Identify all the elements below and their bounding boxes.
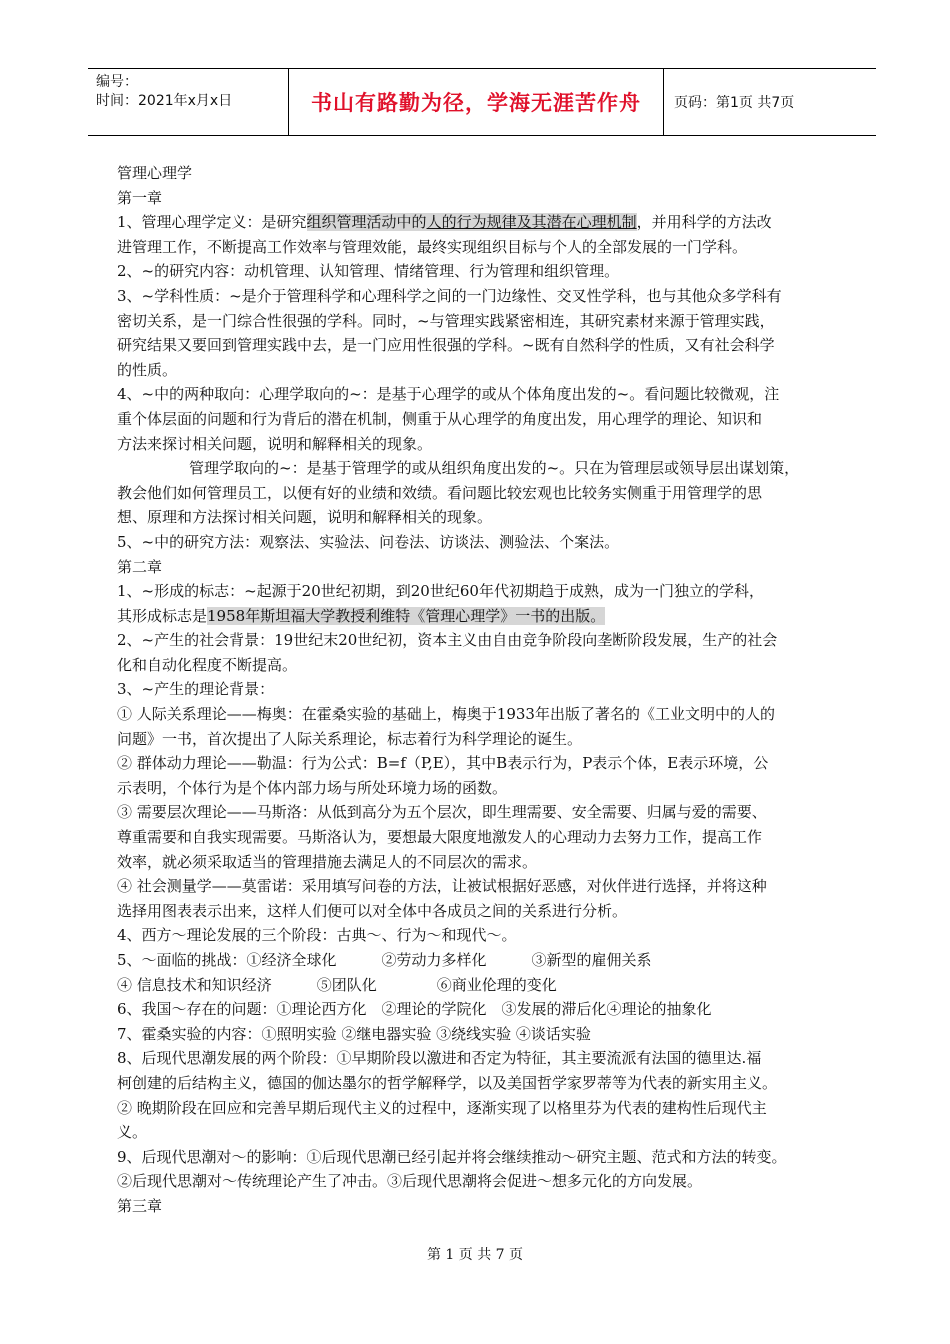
paragraph-line: 4、~中的两种取向：心理学取向的~：是基于心理学的或从个体角度出发的~。看问题比较微观，注: [117, 385, 780, 404]
header-motto: 书山有路勤为径，学海无涯苦作舟: [288, 69, 664, 135]
paragraph-line: 4、西方～理论发展的三个阶段：古典～、行为～和现代～。: [117, 926, 517, 945]
paragraph-line: 示表明，个体行为是个体内部力场与所处环境力场的函数。: [117, 778, 508, 797]
chapter-heading: 第三章: [117, 1196, 163, 1215]
paragraph-line: ④ 社会测量学——莫雷诺：采用填写问卷的方法，让被试根据好恶感，对伙伴进行选择，并将这种: [117, 877, 767, 896]
paragraph-line: 9、后现代思潮对～的影响：①后现代思潮已经引起并将会继续推动～研究主题、范式和方法的转变。: [117, 1147, 787, 1166]
paragraph-line: ②后现代思潮对～传统理论产生了冲击。③后现代思潮将会促进～想多元化的方向发展。: [117, 1172, 703, 1191]
paragraph-line: 2、~的研究内容：动机管理、认知管理、情绪管理、行为管理和组织管理。: [117, 262, 620, 281]
paragraph-line: 5、～面临的挑战：①经济全球化 ②劳动力多样化 ③新型的雇佣关系: [117, 951, 652, 969]
chapter-heading: 第一章: [117, 188, 163, 207]
doc-title: 管理心理学: [117, 164, 193, 182]
paragraph-line: 7、霍桑实验的内容：①照明实验 ②继电器实验 ③绕线实验 ④谈话实验: [117, 1024, 591, 1043]
paragraph-line: 密切关系，是一门综合性很强的学科。同时，~与管理实践紧密相连，其研究素材来源于管理实践，: [117, 311, 775, 330]
text-run: ，并用科学的方法改: [636, 213, 772, 232]
header-meta: [88, 69, 288, 135]
paragraph-line: 教会他们如何管理员工，以便有好的业绩和效绩。看问题比较宏观也比较务实侧重于用管理学的思: [117, 483, 763, 502]
paragraph-line: 柯创建的后结构主义，德国的伽达墨尔的哲学解释学，以及美国哲学家罗蒂等为代表的新实用主义。: [117, 1073, 778, 1092]
paragraph-line: 管理学取向的~：是基于管理学的或从组织角度出发的~。只在为管理层或领导层出谋划策，: [189, 459, 800, 478]
paragraph-line: 1、~形成的标志：~起源于20世纪初期，到20世纪60年代初期趋于成熟，成为一门独立的学科，: [117, 582, 764, 601]
paragraph-line: ③ 需要层次理论——马斯洛：从低到高分为五个层次，即生理需要、安全需要、归属与爱的需要、: [117, 803, 767, 822]
paragraph-line: 3、~学科性质：~是介于管理科学和心理科学之间的一门边缘性、交叉性学科，也与其他众多学科有: [117, 286, 782, 305]
paragraph-line: 问题》一书，首次提出了人际关系理论，标志着行为科学理论的诞生。: [117, 729, 583, 748]
paragraph-line: ④ 信息技术和知识经济 ⑤团队化 ⑥商业伦理的变化: [117, 975, 557, 994]
highlighted-text: 组织管理活动中的: [306, 213, 427, 232]
paragraph-line: 2、~产生的社会背景：19世纪末20世纪初，资本主义由自由竞争阶段向垄断阶段发展，生产的社会: [117, 631, 778, 650]
header-page-info: 页码：第1页 共7页: [674, 95, 795, 111]
paragraph-line: 8、后现代思潮发展的两个阶段：①早期阶段以激进和否定为特征，其主要流派有法国的德里达.福: [117, 1049, 762, 1068]
paragraph-line: 尊重需要和自我实现需要。马斯洛认为，要想最大限度地激发人的心理动力去努力工作，提高工作: [117, 828, 763, 847]
paragraph-line: 方法来探讨相关问题，说明和解释相关的现象。: [117, 434, 433, 453]
paragraph-line: 想、原理和方法探讨相关问题，说明和解释相关的现象。: [117, 508, 493, 527]
chapter-heading: 第二章: [117, 557, 163, 576]
page-header: [88, 68, 876, 136]
paragraph-line: 义。: [117, 1123, 148, 1142]
paragraph-line: 的性质。: [117, 360, 178, 379]
time-label: 时间：2021年x月x日: [96, 93, 233, 109]
highlighted-text: 人的行为规律及其潜在心理机制: [426, 213, 637, 232]
paragraph-line: 效率，就必须采取适当的管理措施去满足人的不同层次的需求。: [117, 852, 538, 871]
paragraph-line: ① 人际关系理论——梅奥：在霍桑实验的基础上，梅奥于1933年出版了著名的《工业文明中的人的: [117, 705, 775, 724]
paragraph-line: 重个体层面的问题和行为背后的潜在机制，侧重于从心理学的角度出发，用心理学的理论、知识和: [117, 409, 763, 428]
paragraph-line: 3、~产生的理论背景：: [117, 680, 275, 699]
page-footer: 第 1 页 共 7 页: [426, 1247, 524, 1263]
paragraph-line: [117, 210, 857, 235]
text-run: 其形成标志是: [117, 606, 208, 625]
paragraph-line: [117, 604, 857, 629]
paragraph-line: 研究结果又要回到管理实践中去，是一门应用性很强的学科。~既有自然科学的性质，又有社会科学: [117, 336, 775, 355]
text-run: 1、管理心理学定义：是研究: [117, 213, 307, 232]
paragraph-line: 5、~中的研究方法：观察法、实验法、问卷法、访谈法、测验法、个案法。: [117, 532, 620, 551]
paragraph-line: 6、我国～存在的问题：①理论西方化 ②理论的学院化 ③发展的滞后化④理论的抽象化: [117, 1000, 712, 1019]
paragraph-line: ② 晚期阶段在回应和完善早期后现代主义的过程中，逐渐实现了以格里芬为代表的建构性后现代主: [117, 1098, 767, 1117]
highlighted-text: 1958年斯坦福大学教授利维特《管理心理学》一书的出版。: [207, 606, 606, 625]
paragraph-line: 化和自动化程度不断提高。: [117, 655, 298, 674]
paragraph-line: 选择用图表表示出来，这样人们便可以对全体中各成员之间的关系进行分析。: [117, 901, 628, 920]
document-body: [117, 161, 857, 1219]
paragraph-line: 进管理工作，不断提高工作效率与管理效能，最终实现组织目标与个人的全部发展的一门学科。: [117, 237, 748, 256]
paragraph-line: ② 群体动力理论——勒温：行为公式：B=f（P,E），其中B表示行为，P表示个体，E表示环境，公: [117, 754, 769, 773]
number-label: 编号：: [96, 74, 138, 90]
